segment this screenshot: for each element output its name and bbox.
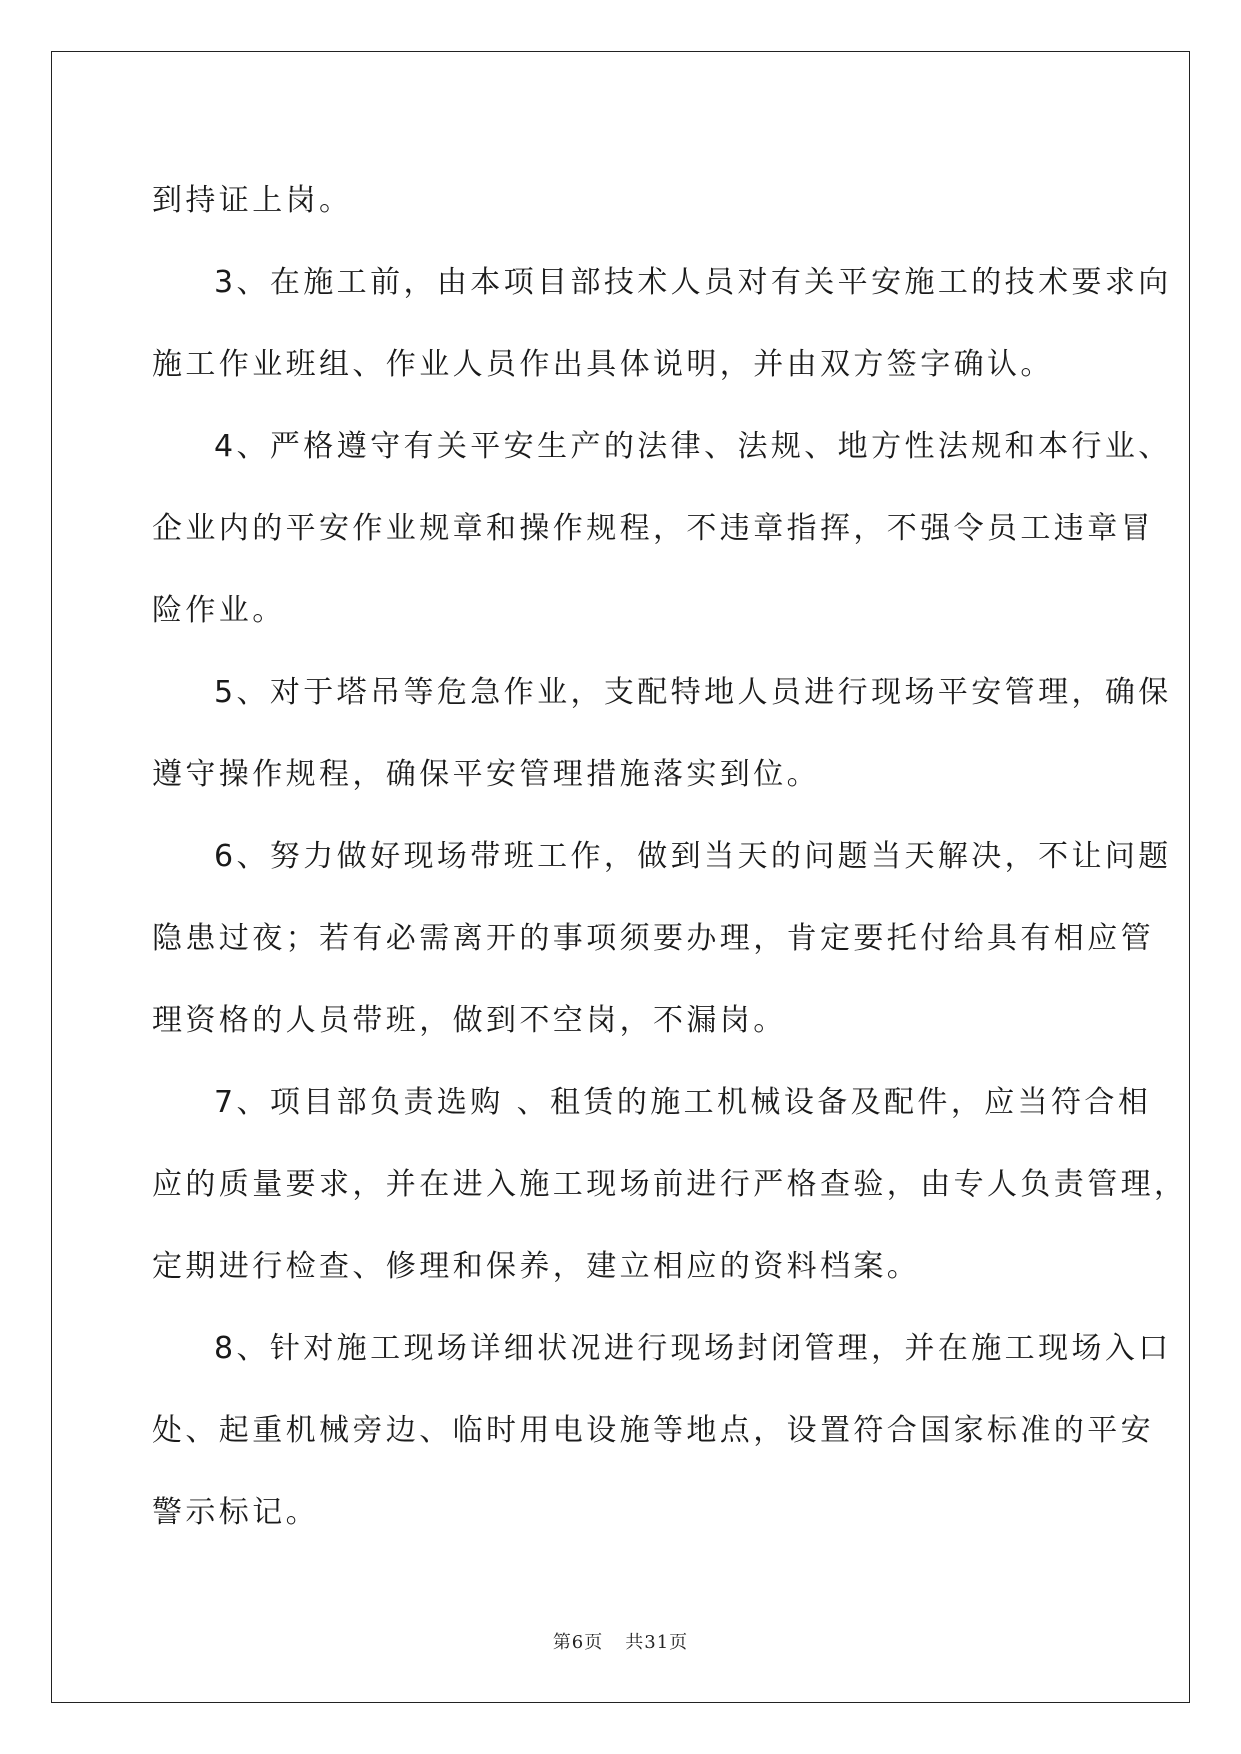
text-line: 3、在施工前，由本项目部技术人员对有关平安施工的技术要求向 [214, 265, 1172, 300]
text-line: 遵守操作规程，确保平安管理措施落实到位。 [152, 757, 820, 792]
text-line: 理资格的人员带班，做到不空岗，不漏岗。 [152, 1003, 787, 1038]
page-footer [0, 1628, 1241, 1654]
text-line: 警示标记。 [152, 1495, 319, 1530]
paragraph-item-3 [152, 242, 1172, 406]
text-line: 8、针对施工现场详细状况进行现场封闭管理，并在施工现场入口 [214, 1331, 1172, 1366]
page-number: 第6页 [552, 1632, 604, 1653]
text-line: 处、起重机械旁边、临时用电设施等地点，设置符合国家标准的平安 [152, 1413, 1154, 1448]
text-line: 隐患过夜；若有必需离开的事项须要办理，肯定要托付给具有相应管 [152, 921, 1154, 956]
text-line: 4、严格遵守有关平安生产的法律、法规、地方性法规和本行业、 [214, 429, 1172, 464]
paragraph-item-8 [152, 1308, 1172, 1554]
paragraph-item-6 [152, 816, 1172, 1062]
paragraph-item-4 [152, 406, 1172, 652]
document-body [152, 160, 1188, 1554]
text-line: 险作业。 [152, 593, 286, 628]
text-line: 6、努力做好现场带班工作，做到当天的问题当天解决，不让问题 [214, 839, 1172, 874]
text-line: 企业内的平安作业规章和操作规程，不违章指挥，不强令员工违章冒 [152, 511, 1154, 546]
paragraph-item-5 [152, 652, 1172, 816]
text-line: 施工作业班组、作业人员作出具体说明，并由双方签字确认。 [152, 347, 1054, 382]
paragraph-item-7 [152, 1062, 1188, 1308]
text-line: 定期进行检查、修理和保养，建立相应的资料档案。 [152, 1249, 921, 1284]
text-line: 应的质量要求，并在进入施工现场前进行严格查验，由专人负责管理， [152, 1167, 1188, 1202]
text-line: 5、对于塔吊等危急作业，支配特地人员进行现场平安管理，确保 [214, 675, 1172, 710]
paragraph-1 [152, 160, 1112, 242]
text-line: 到持证上岗。 [152, 183, 353, 218]
page-total: 共31页 [625, 1632, 689, 1653]
text-line: 7、项目部负责选购 、租赁的施工机械设备及配件，应当符合相 [214, 1085, 1152, 1120]
